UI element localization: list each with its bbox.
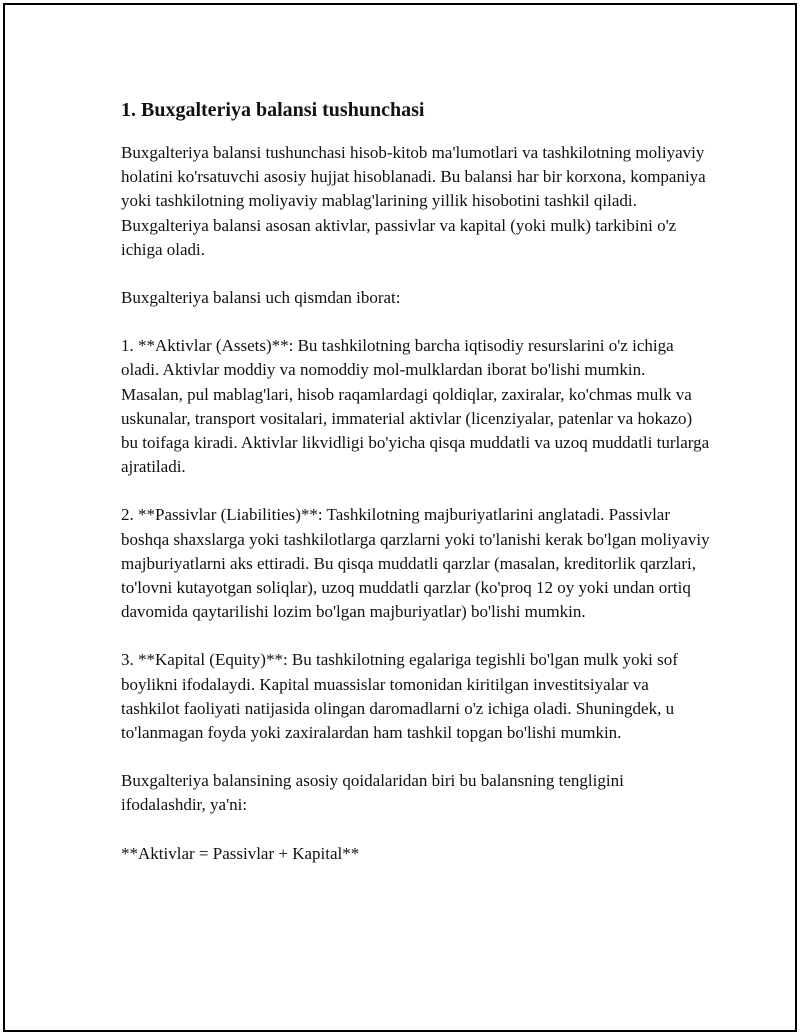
- balance-equation: **Aktivlar = Passivlar + Kapital**: [121, 843, 360, 863]
- document-body: [121, 97, 711, 866]
- section-heading: 1. Buxgalteriya balansi tushunchasi: [121, 99, 425, 121]
- intro-paragraph: Buxgalteriya balansi tushunchasi hisob-kitob ma'lumotlari va tashkilotning moliyaviy holatini ko'rsatuvchi asosiy hujjat hisoblanadi. Bu balansi har bir korxona, kompaniya yoki tashkilotning moliyaviy mablag'larining yillik hisobotini tashkil qiladi. Buxgalteriya balansi asosan aktivlar, passivlar va kapital (yoki mulk) tarkibini o'z ichiga oladi.: [121, 143, 706, 259]
- assets-paragraph: 1. **Aktivlar (Assets)**: Bu tashkilotning barcha iqtisodiy resurslarini o'z ichiga oladi. Aktivlar moddiy va nomoddiy mol-mulklardan iborat bo'lishi mumkin. Masalan, pul mablag'lari, hisob raqamlardagi qoldiqlar, zaxiralar, ko'chmas mulk va uskunalar, transport vositalari, immaterial aktivlar (licenziyalar, patenlar va hokazo) bu toifaga kiradi. Aktivlar likvidligi bo'yicha qisqa muddatli va uzoq muddatli turlarga ajratiladi.: [121, 336, 710, 477]
- page-frame: [3, 3, 797, 1032]
- liabilities-paragraph: 2. **Passivlar (Liabilities)**: Tashkilotning majburiyatlarini anglatadi. Passivlar boshqa shaxslarga yoki tashkilotlarga qarzlarni yoki to'lanishi kerak bo'lgan moliyaviy majburiyatlarni aks ettiradi. Bu qisqa muddatli qarzlar (masalan, kreditorlik qarzlari, to'lovni kutayotgan soliqlar), uzoq muddatli qarzlar (ko'proq 12 oy yoki undan ortiq davomida qaytarilishi lozim bo'lgan majburiyatlar) bo'lishi mumkin.: [121, 505, 710, 622]
- parts-intro-paragraph: Buxgalteriya balansi uch qismdan iborat:: [121, 288, 401, 308]
- balance-rule-paragraph: Buxgalteriya balansining asosiy qoidalaridan biri bu balansning tengligini ifodalashdir, ya'ni:: [121, 771, 624, 815]
- equity-paragraph: 3. **Kapital (Equity)**: Bu tashkilotning egalariga tegishli bo'lgan mulk yoki sof boylikni ifodalaydi. Kapital muassislar tomonidan kiritilgan investitsiyalar va tashkilot faoliyati natijasida olingan daromadlarni o'z ichiga oladi. Shuningdek, u to'lanmagan foyda yoki zaxiralardan ham tashkil topgan bo'lishi mumkin.: [121, 650, 678, 743]
